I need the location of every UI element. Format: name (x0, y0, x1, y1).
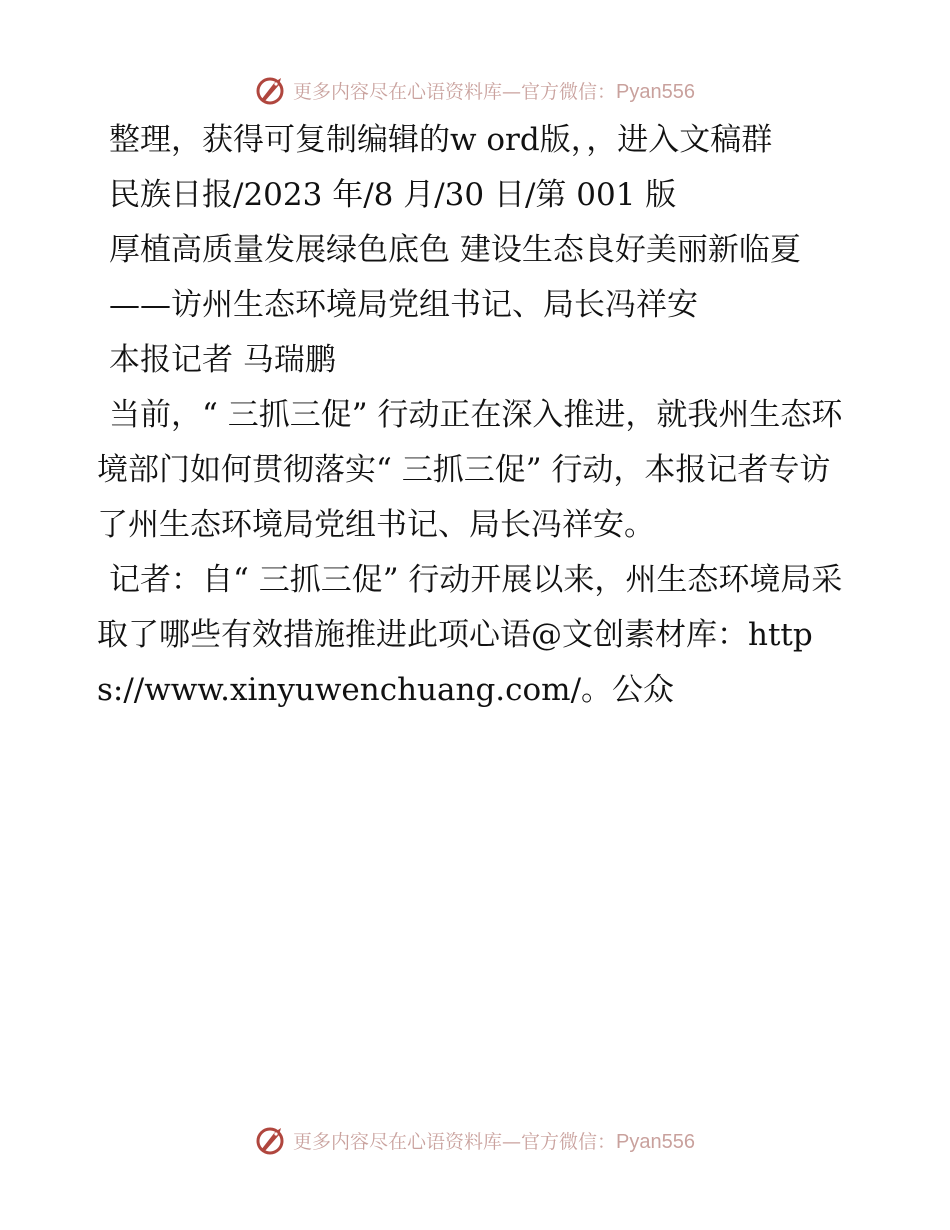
pen-logo-icon (255, 1124, 287, 1156)
wechat-id: Pyan556 (616, 1130, 695, 1153)
footer-watermark-banner (0, 1120, 950, 1160)
article-title: 厚植高质量发展绿色底色 建设生态良好美丽新临夏 (109, 232, 801, 268)
watermark-text: 更多内容尽在心语资料库—官方微信：Pyan556 (293, 80, 695, 103)
interview-question: 记者：自“ 三抓三促” 行动开展以来，州生态环境局采取了哪些有效措施推进此项心语@文创素材库：https://www.xinyuwenchuang.com/。公众 (97, 562, 843, 708)
pen-logo-icon (255, 74, 287, 106)
wechat-id: Pyan556 (616, 80, 695, 103)
watermark-text: 更多内容尽在心语资料库—官方微信：Pyan556 (293, 1130, 695, 1153)
byline: 本报记者 马瑞鹏 (109, 342, 336, 378)
lead-paragraph: 当前，“ 三抓三促” 行动正在深入推进，就我州生态环境部门如何贯彻落实“ 三抓三促” 行动，本报记者专访了州生态环境局党组书记、局长冯祥安。 (97, 397, 843, 543)
publication-line: 民族日报/2023 年/8 月/30 日/第 001 版 (109, 177, 677, 213)
article-subtitle: ——访州生态环境局党组书记、局长冯祥安 (109, 287, 698, 323)
header-watermark-banner (0, 70, 950, 110)
intro-note: 整理，获得可复制编辑的w ord版，，进入文稿群 (109, 122, 773, 158)
document-body (97, 113, 857, 718)
